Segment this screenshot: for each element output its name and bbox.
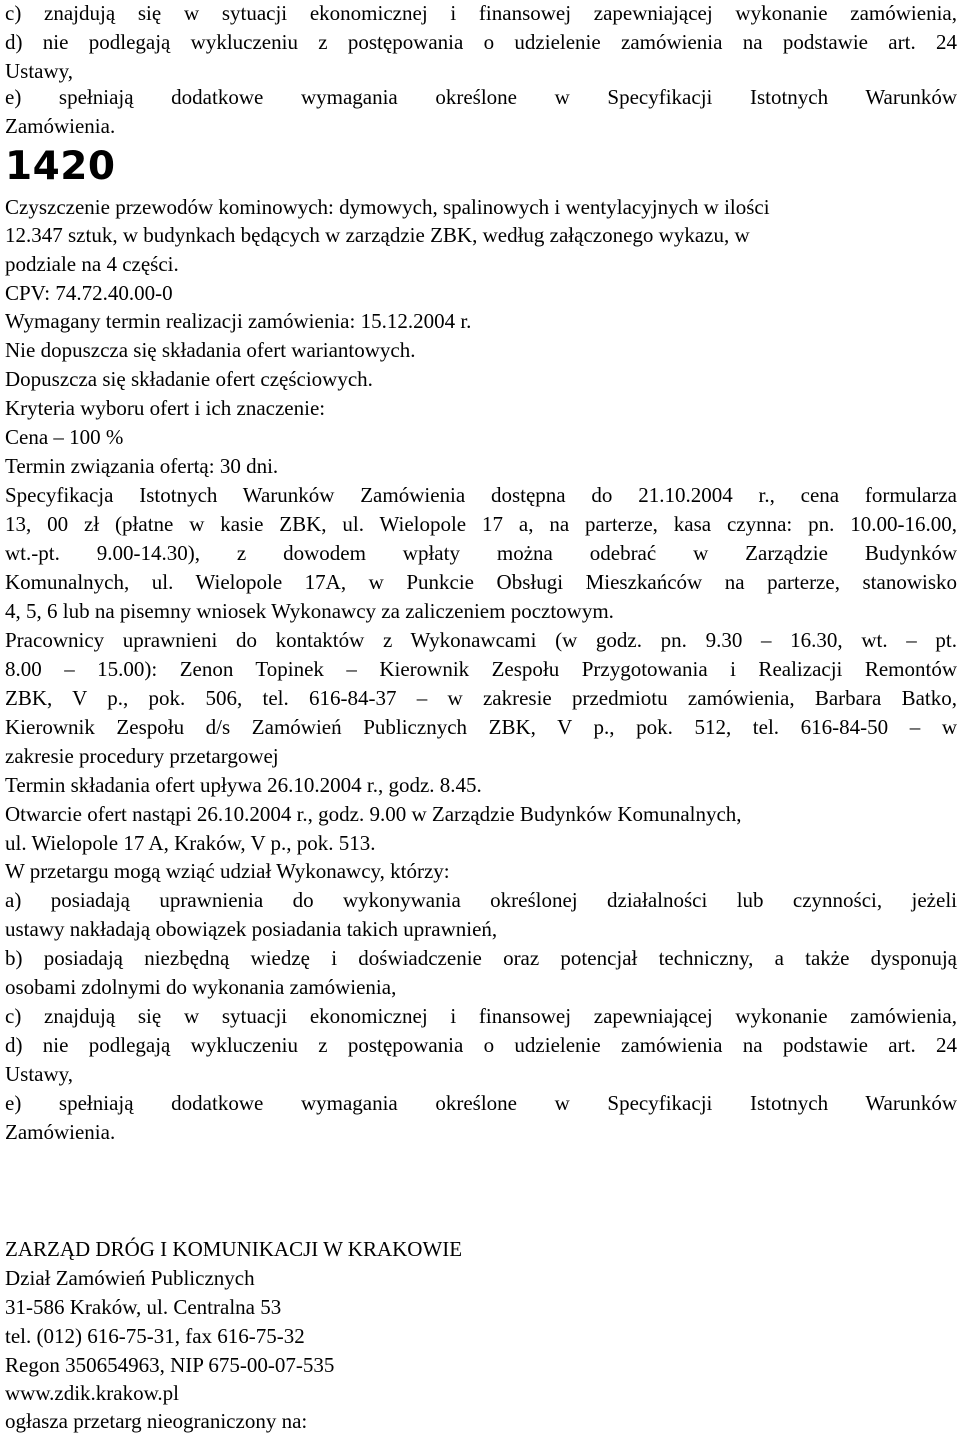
tender-line: a) posiadają uprawnienia do wykonywania określonej działalności lub czynności, jeżeli xyxy=(5,888,957,912)
tender-line: 8.00 – 15.00): Zenon Topinek – Kierownik Zespołu Przygotowania i Realizacji Remontów xyxy=(5,657,957,681)
condition-e-cont: Zamówienia. xyxy=(5,114,116,138)
tender-line: Otwarcie ofert nastąpi 26.10.2004 r., godz. 9.00 w Zarządzie Budynków Komunalnych, xyxy=(5,802,742,826)
tender-line: W przetargu mogą wziąć udział Wykonawcy, którzy: xyxy=(5,859,450,883)
tender-line: Nie dopuszcza się składania ofert wariantowych. xyxy=(5,338,416,362)
tender-line: b) posiadają niezbędną wiedzę i doświadczenie oraz potencjał techniczny, a także dysponują xyxy=(5,946,957,970)
org-website: www.zdik.krakow.pl xyxy=(5,1381,179,1405)
tender-line: 13, 00 zł (płatne w kasie ZBK, ul. Wielopole 17 a, na parterze, kasa czynna: pn. 10.00-16.00, xyxy=(5,512,957,536)
tender-line: Termin związania ofertą: 30 dni. xyxy=(5,454,279,478)
org-regon-nip: Regon 350654963, NIP 675-00-07-535 xyxy=(5,1353,335,1377)
tender-line: Dopuszcza się składanie ofert częściowych. xyxy=(5,367,373,391)
tender-line: podziale na 4 części. xyxy=(5,252,179,276)
tender-line: Cena – 100 % xyxy=(5,425,124,449)
announcement-line: ogłasza przetarg nieograniczony na: xyxy=(5,1409,308,1433)
tender-line: Kierownik Zespołu d/s Zamówień Publicznych ZBK, V p., pok. 512, tel. 616-84-50 – w xyxy=(5,715,957,739)
cpv-code: CPV: 74.72.40.00-0 xyxy=(5,281,173,305)
tender-line: zakresie procedury przetargowej xyxy=(5,744,279,768)
tender-line: Zamówienia. xyxy=(5,1120,116,1144)
org-address: 31-586 Kraków, ul. Centralna 53 xyxy=(5,1295,282,1319)
tender-line: Pracownicy uprawnieni do kontaktów z Wykonawcami (w godz. pn. 9.30 – 16.30, wt. – pt. xyxy=(5,628,957,652)
tender-line: Wymagany termin realizacji zamówienia: 15.12.2004 r. xyxy=(5,309,472,333)
tender-line: 12.347 sztuk, w budynkach będących w zarządzie ZBK, według załączonego wykazu, w xyxy=(5,223,750,247)
org-department: Dział Zamówień Publicznych xyxy=(5,1266,255,1290)
tender-line: d) nie podlegają wykluczeniu z postępowania o udzielenie zamówienia na podstawie art. 24 xyxy=(5,1033,957,1057)
tender-line: Komunalnych, ul. Wielopole 17A, w Punkcie Obsługi Mieszkańców na parterze, stanowisko xyxy=(5,570,957,594)
tender-line: wt.-pt. 9.00-14.30), z dowodem wpłaty można odebrać w Zarządzie Budynków xyxy=(5,541,957,565)
tender-line: ustawy nakładają obowiązek posiadania takich uprawnień, xyxy=(5,917,498,941)
tender-line: Kryteria wyboru ofert i ich znaczenie: xyxy=(5,396,326,420)
tender-line: Ustawy, xyxy=(5,1062,74,1086)
tender-line: osobami zdolnymi do wykonania zamówienia, xyxy=(5,975,397,999)
tender-line: ZBK, V p., pok. 506, tel. 616-84-37 – w zakresie przedmiotu zamówienia, Barbara Batko, xyxy=(5,686,957,710)
condition-c: c) znajdują się w sytuacji ekonomicznej i finansowej zapewniającej wykonanie zamówienia, xyxy=(5,1,957,25)
condition-d: d) nie podlegają wykluczeniu z postępowania o udzielenie zamówienia na podstawie art. 24 xyxy=(5,30,957,54)
tender-number: 1420 xyxy=(5,144,116,189)
org-name: ZARZĄD DRÓG I KOMUNIKACJI W KRAKOWIE xyxy=(5,1237,463,1261)
tender-line: Termin składania ofert upływa 26.10.2004 r., godz. 8.45. xyxy=(5,773,482,797)
tender-line: ul. Wielopole 17 A, Kraków, V p., pok. 513. xyxy=(5,831,376,855)
tender-line: Czyszczenie przewodów kominowych: dymowych, spalinowych i wentylacyjnych w ilości xyxy=(5,195,770,219)
tender-line: Specyfikacja Istotnych Warunków Zamówienia dostępna do 21.10.2004 r., cena formularza xyxy=(5,483,957,507)
condition-e: e) spełniają dodatkowe wymagania określone w Specyfikacji Istotnych Warunków xyxy=(5,85,957,109)
tender-line: 4, 5, 6 lub na pisemny wniosek Wykonawcy za zaliczeniem pocztowym. xyxy=(5,599,614,623)
condition-d-cont: Ustawy, xyxy=(5,59,74,83)
tender-line: e) spełniają dodatkowe wymagania określone w Specyfikacji Istotnych Warunków xyxy=(5,1091,957,1115)
tender-line: c) znajdują się w sytuacji ekonomicznej i finansowej zapewniającej wykonanie zamówienia, xyxy=(5,1004,957,1028)
org-phone: tel. (012) 616-75-31, fax 616-75-32 xyxy=(5,1324,305,1348)
